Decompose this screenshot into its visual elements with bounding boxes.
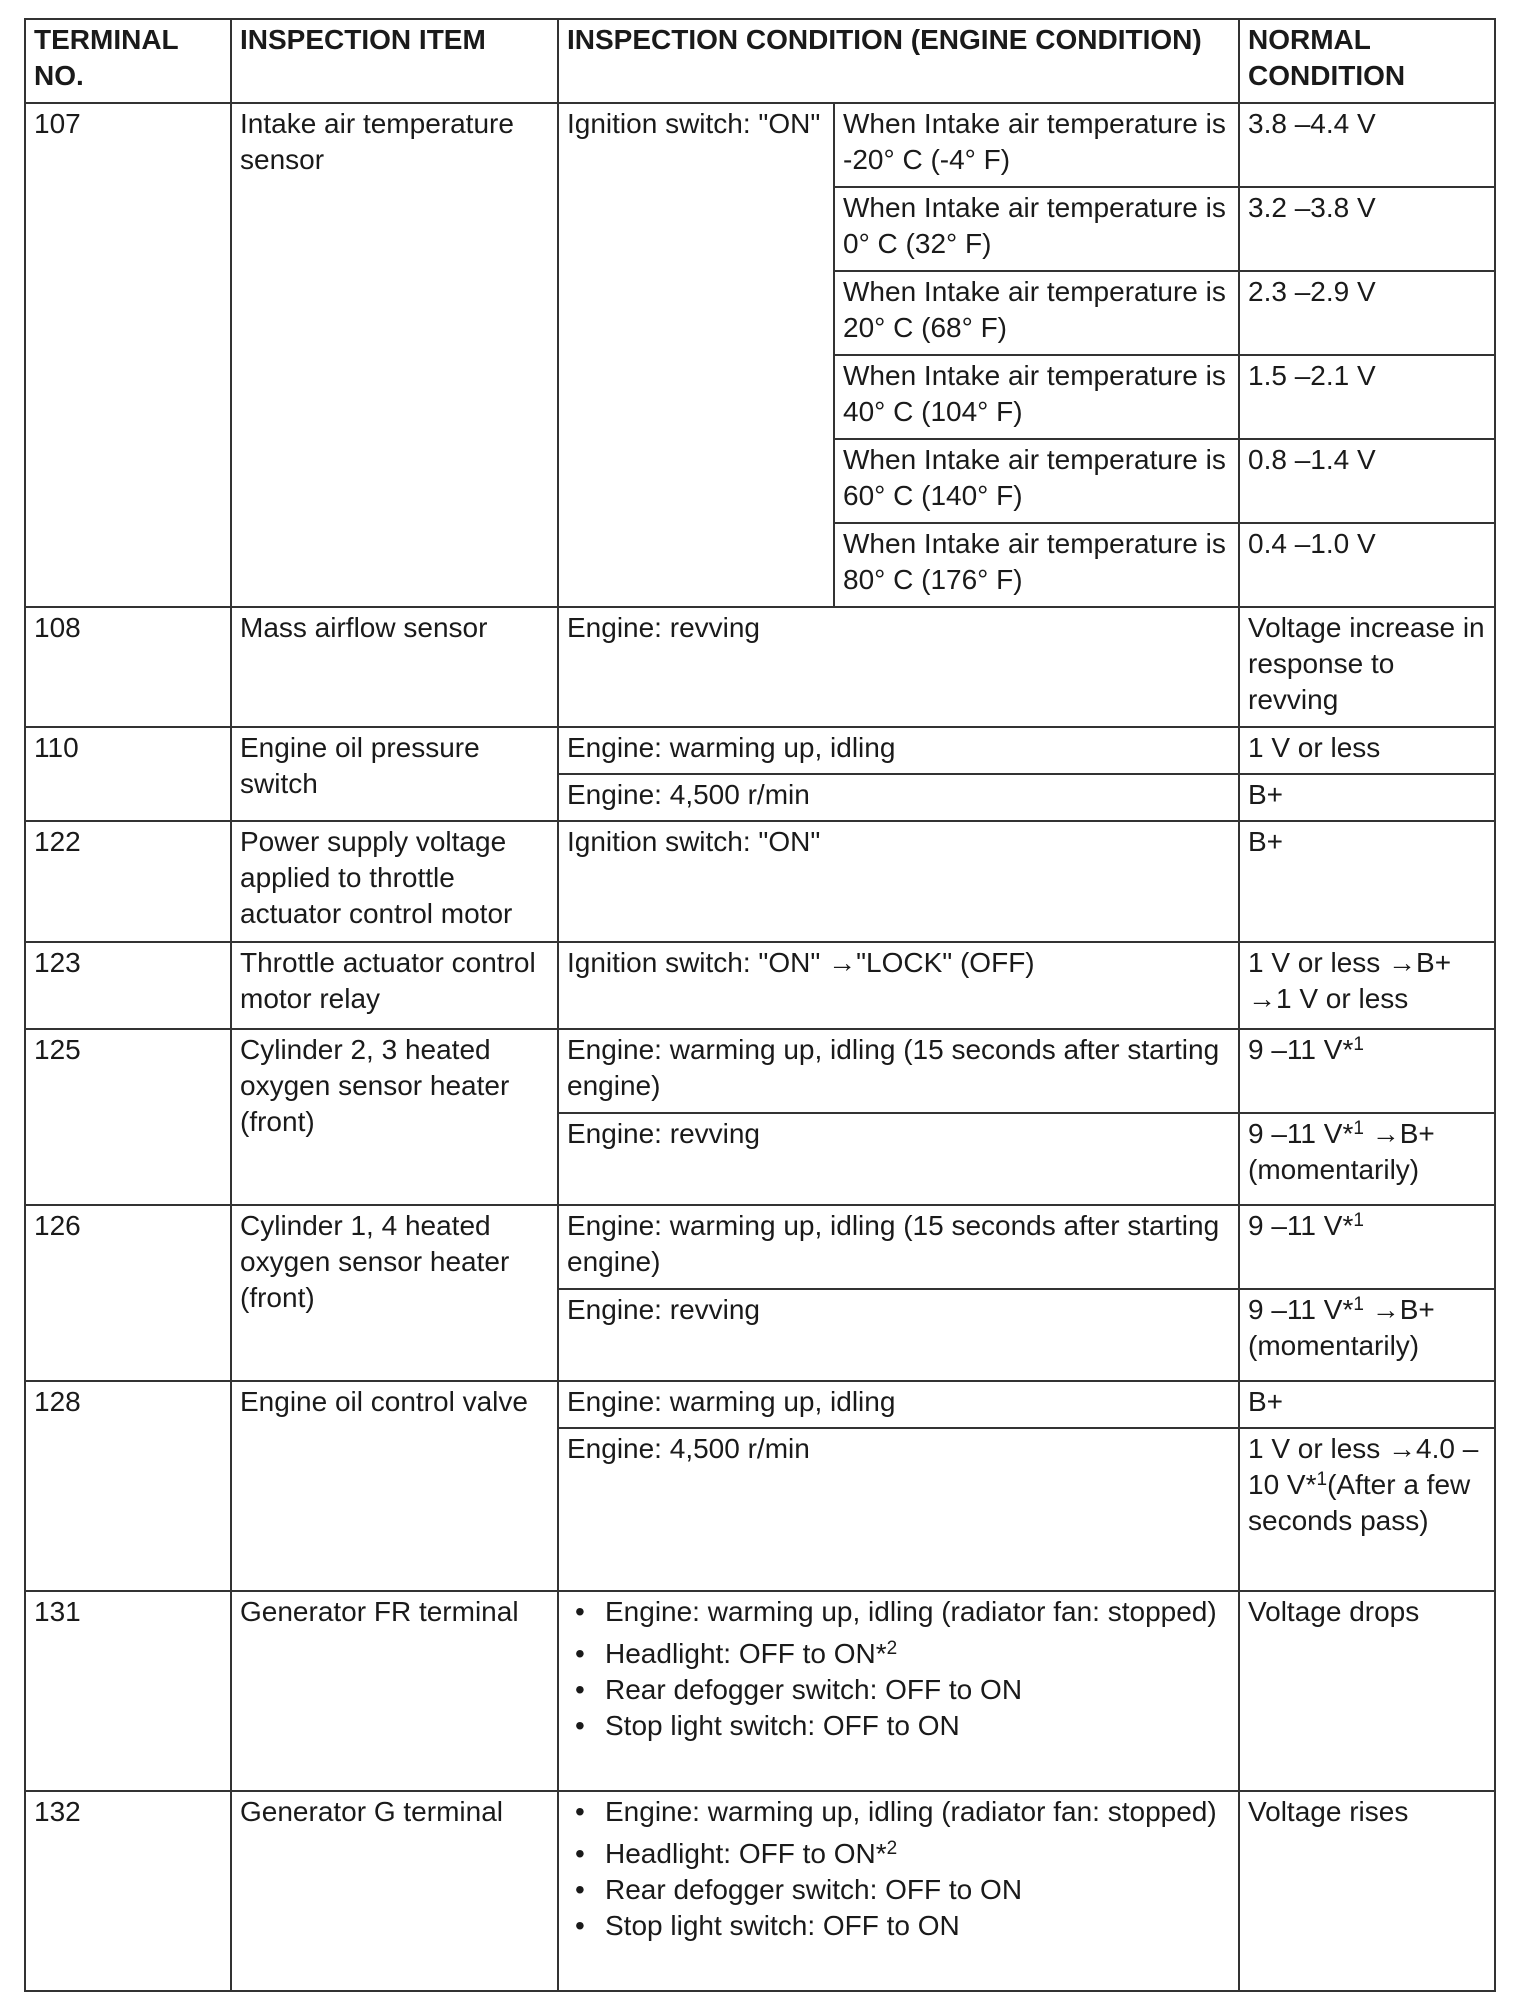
table-row [25, 607, 1495, 727]
condition-cell [558, 1591, 1239, 1791]
normal-text: 1 V or less →4.0 – 10 V* [1248, 1433, 1479, 1500]
condition-bullet-list [567, 1794, 1230, 1944]
terminal-cell: 122 [25, 821, 231, 942]
item-cell: Generator G terminal [231, 1791, 558, 1991]
terminal-cell: 132 [25, 1791, 231, 1991]
condition-cell: Engine: warming up, idling [558, 1381, 1239, 1428]
normal-text: 9 –11 V* [1248, 1210, 1354, 1241]
condition-cell [558, 1791, 1239, 1991]
table-row [25, 1791, 1495, 1991]
table-row [25, 727, 1495, 774]
terminal-cell: 128 [25, 1381, 231, 1591]
normal-cell: B+ [1239, 821, 1495, 942]
header-inspection-item: INSPECTION ITEM [231, 19, 558, 103]
item-cell: Generator FR terminal [231, 1591, 558, 1791]
table-row [25, 1029, 1495, 1113]
table-row [25, 103, 1495, 187]
normal-cell: 1.5 –2.1 V [1239, 355, 1495, 439]
item-cell: Throttle actuator control motor relay [231, 942, 558, 1029]
header-normal-condition: NORMAL CONDITION [1239, 19, 1495, 103]
normal-cell: Voltage increase in response to revving [1239, 607, 1495, 727]
item-cell: Cylinder 1, 4 heated oxygen sensor heater (front) [231, 1205, 558, 1381]
list-item-text: Headlight: OFF to ON* [605, 1838, 887, 1869]
terminal-cell: 131 [25, 1591, 231, 1791]
inspection-table [24, 18, 1496, 1992]
normal-cell: 0.8 –1.4 V [1239, 439, 1495, 523]
terminal-cell: 110 [25, 727, 231, 821]
footnote-marker: 1 [1353, 1294, 1364, 1315]
terminal-cell: 125 [25, 1029, 231, 1205]
condition-bullet-list [567, 1594, 1230, 1744]
terminal-cell: 107 [25, 103, 231, 607]
list-item: • Engine: warming up, idling (radiator fan: stopped) [605, 1794, 1230, 1830]
normal-cell: 1 V or less [1239, 727, 1495, 774]
condition-cell: Engine: 4,500 r/min [558, 1428, 1239, 1591]
sub-condition-cell: When Intake air temperature is -20° C (-4° F) [834, 103, 1239, 187]
terminal-cell: 123 [25, 942, 231, 1029]
sub-condition-cell: When Intake air temperature is 60° C (140° F) [834, 439, 1239, 523]
table-row [25, 1591, 1495, 1791]
condition-cell: Engine: warming up, idling (15 seconds after starting engine) [558, 1205, 1239, 1289]
item-cell: Engine oil control valve [231, 1381, 558, 1591]
normal-text-suffix: →B+ (momentarily) [1248, 1294, 1435, 1361]
footnote-marker: 1 [1353, 1034, 1364, 1055]
condition-cell: Ignition switch: "ON" [558, 103, 834, 607]
header-row [25, 19, 1495, 103]
normal-text: 9 –11 V* [1248, 1118, 1354, 1149]
sub-condition-cell: When Intake air temperature is 80° C (176° F) [834, 523, 1239, 607]
sub-condition-cell: When Intake air temperature is 40° C (104° F) [834, 355, 1239, 439]
condition-cell: Engine: revving [558, 607, 1239, 727]
table-row [25, 1381, 1495, 1428]
list-item: • Stop light switch: OFF to ON [605, 1908, 1230, 1944]
table-row [25, 1205, 1495, 1289]
list-item [605, 1636, 1230, 1672]
normal-cell: 1 V or less →B+ →1 V or less [1239, 942, 1495, 1029]
terminal-cell: 108 [25, 607, 231, 727]
item-cell: Engine oil pressure switch [231, 727, 558, 821]
list-item: • Stop light switch: OFF to ON [605, 1708, 1230, 1744]
footnote-marker: 1 [1353, 1118, 1364, 1139]
table-row [25, 821, 1495, 942]
condition-cell: Engine: warming up, idling [558, 727, 1239, 774]
normal-text: 9 –11 V* [1248, 1034, 1354, 1065]
normal-cell [1239, 1029, 1495, 1113]
normal-text-suffix: (After a few seconds pass) [1248, 1469, 1471, 1536]
item-cell: Power supply voltage applied to throttle actuator control motor [231, 821, 558, 942]
normal-cell: Voltage rises [1239, 1791, 1495, 1991]
normal-text-suffix: →B+ (momentarily) [1248, 1118, 1435, 1185]
list-item: • Rear defogger switch: OFF to ON [605, 1872, 1230, 1908]
normal-cell [1239, 1113, 1495, 1205]
normal-cell: B+ [1239, 1381, 1495, 1428]
condition-cell: Engine: 4,500 r/min [558, 774, 1239, 821]
normal-cell [1239, 1289, 1495, 1381]
footnote-marker: 2 [886, 1638, 898, 1659]
normal-cell: 0.4 –1.0 V [1239, 523, 1495, 607]
item-cell: Mass airflow sensor [231, 607, 558, 727]
normal-cell: Voltage drops [1239, 1591, 1495, 1791]
normal-text: 9 –11 V* [1248, 1294, 1354, 1325]
condition-cell: Ignition switch: "ON" →"LOCK" (OFF) [558, 942, 1239, 1029]
footnote-marker: 1 [1316, 1469, 1328, 1490]
list-item: • Rear defogger switch: OFF to ON [605, 1672, 1230, 1708]
footnote-marker: 2 [886, 1838, 898, 1859]
condition-cell: Engine: revving [558, 1113, 1239, 1205]
condition-cell: Ignition switch: "ON" [558, 821, 1239, 942]
normal-cell: B+ [1239, 774, 1495, 821]
normal-cell: 2.3 –2.9 V [1239, 271, 1495, 355]
normal-cell [1239, 1205, 1495, 1289]
footnote-marker: 1 [1353, 1210, 1364, 1231]
item-cell: Cylinder 2, 3 heated oxygen sensor heater (front) [231, 1029, 558, 1205]
list-item: • Engine: warming up, idling (radiator fan: stopped) [605, 1594, 1230, 1630]
header-inspection-condition: INSPECTION CONDITION (ENGINE CONDITION) [558, 19, 1239, 103]
normal-cell: 3.8 –4.4 V [1239, 103, 1495, 187]
header-terminal: TERMINAL NO. [25, 19, 231, 103]
condition-cell: Engine: warming up, idling (15 seconds after starting engine) [558, 1029, 1239, 1113]
condition-cell: Engine: revving [558, 1289, 1239, 1381]
table-row [25, 942, 1495, 1029]
item-cell: Intake air temperature sensor [231, 103, 558, 607]
normal-cell: 3.2 –3.8 V [1239, 187, 1495, 271]
sub-condition-cell: When Intake air temperature is 20° C (68° F) [834, 271, 1239, 355]
normal-cell [1239, 1428, 1495, 1591]
list-item-text: Headlight: OFF to ON* [605, 1638, 887, 1669]
sub-condition-cell: When Intake air temperature is 0° C (32° F) [834, 187, 1239, 271]
terminal-cell: 126 [25, 1205, 231, 1381]
list-item [605, 1836, 1230, 1872]
